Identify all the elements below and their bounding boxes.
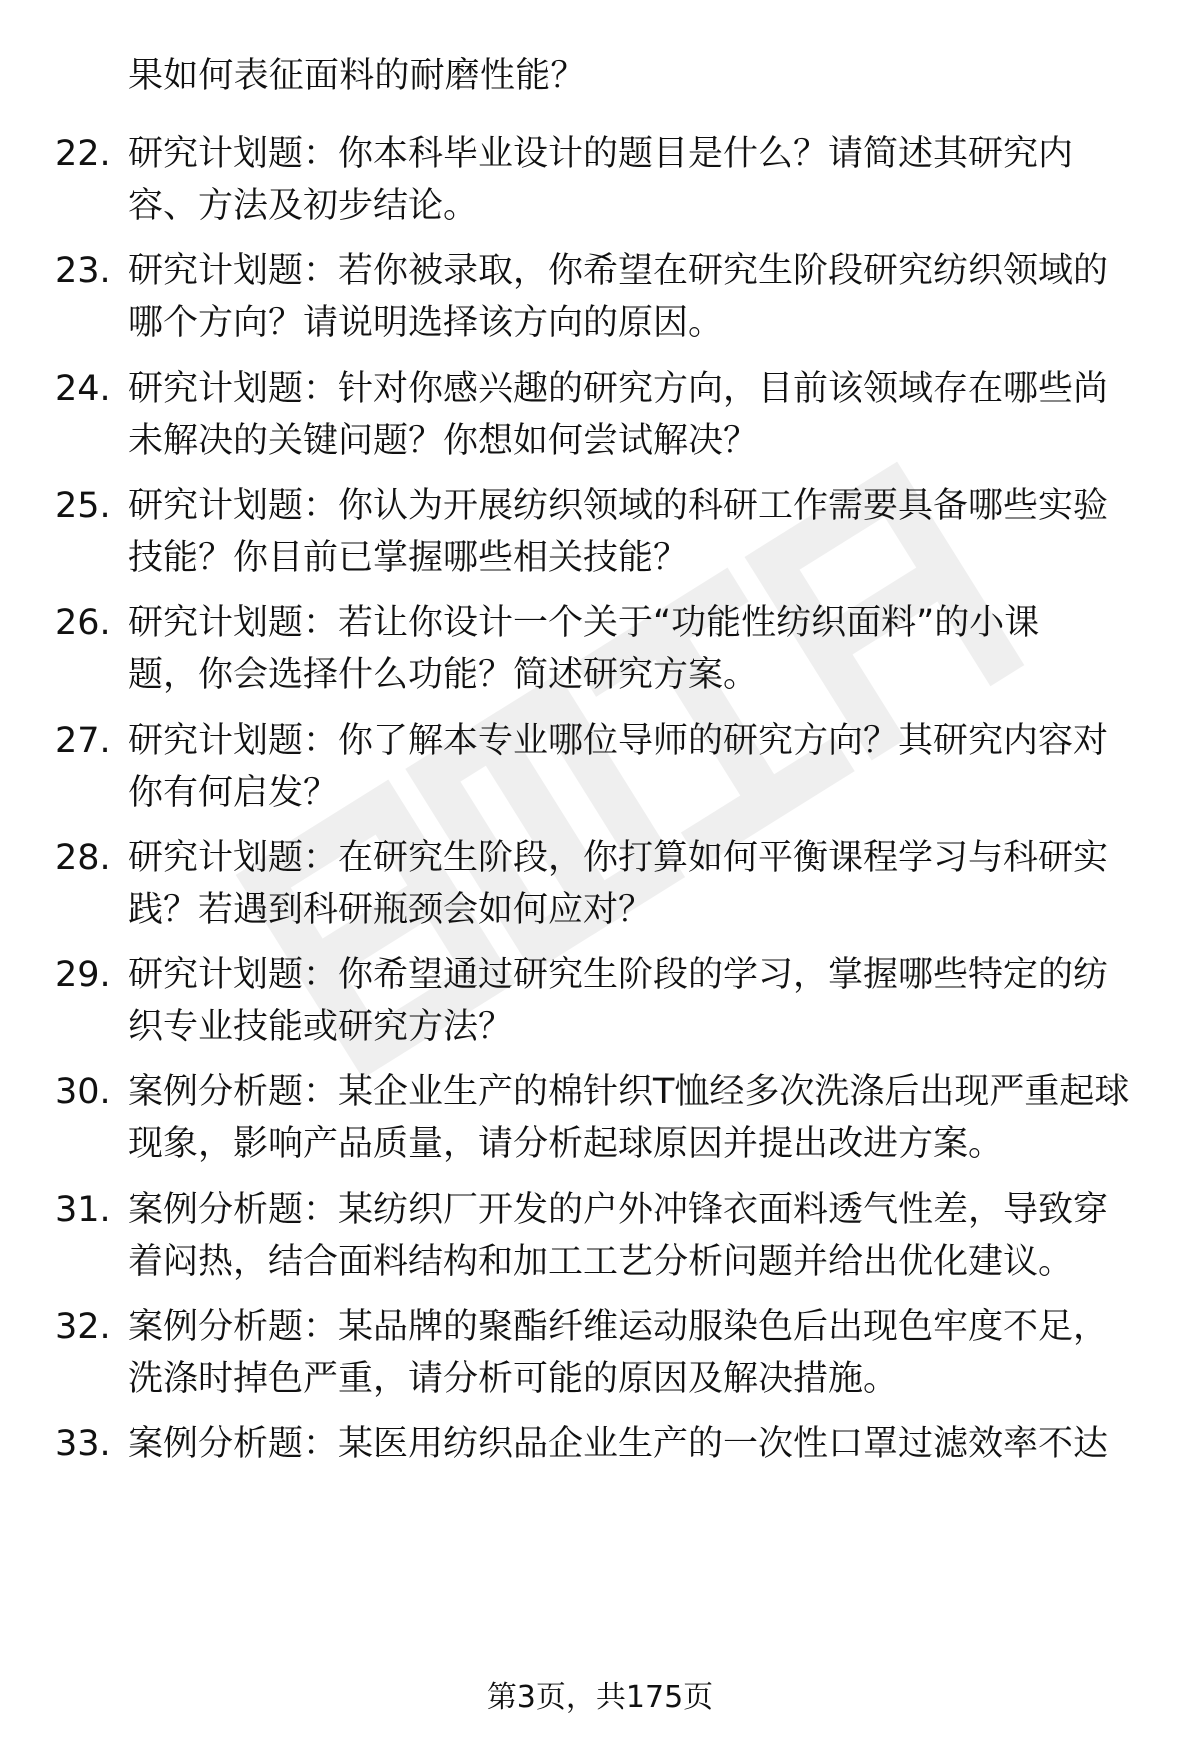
question-text-line2: 未解决的关键问题？你想如何尝试解决？	[128, 421, 759, 461]
question-text-line1: 研究计划题：针对你感兴趣的研究方向，目前该领域存在哪些尚	[128, 369, 1109, 409]
question-number: 25.	[55, 486, 111, 526]
question-text-line1: 研究计划题：你希望通过研究生阶段的学习，掌握哪些特定的纺	[128, 955, 1109, 995]
question-item	[0, 1190, 1200, 1300]
question-text-line1: 研究计划题：你了解本专业哪位导师的研究方向？其研究内容对	[128, 721, 1109, 761]
question-number: 29.	[55, 955, 111, 995]
question-number: 33.	[55, 1424, 111, 1464]
question-number: 31.	[55, 1190, 111, 1230]
question-item	[0, 486, 1200, 596]
question-text-line2: 洗涤时掉色严重，请分析可能的原因及解决措施。	[128, 1359, 899, 1399]
question-text-line1: 研究计划题：若你被录取，你希望在研究生阶段研究纺织领域的	[128, 251, 1109, 291]
question-number: 24.	[55, 369, 111, 409]
question-item	[0, 955, 1200, 1065]
question-text-line1: 研究计划题：你认为开展纺织领域的科研工作需要具备哪些实验	[128, 486, 1109, 526]
question-text-line2: 织专业技能或研究方法？	[128, 1007, 514, 1047]
question-item	[0, 251, 1200, 361]
question-item	[0, 134, 1200, 244]
question-item	[0, 603, 1200, 713]
question-number: 32.	[55, 1307, 111, 1347]
question-text-line1: 案例分析题：某纺织厂开发的户外冲锋衣面料透气性差，导致穿	[128, 1190, 1109, 1230]
continuation-text: 果如何表征面料的耐磨性能？	[128, 56, 586, 96]
question-text-line1: 案例分析题：某企业生产的棉针织T恤经多次洗涤后出现严重起球	[128, 1072, 1130, 1112]
question-item	[0, 1424, 1200, 1534]
question-item	[0, 721, 1200, 831]
question-text-line2: 着闷热，结合面料结构和加工工艺分析问题并给出优化建议。	[128, 1242, 1074, 1282]
question-text-line1: 案例分析题：某品牌的聚酯纤维运动服染色后出现色牢度不足，	[128, 1307, 1109, 1347]
question-text-line2: 哪个方向？请说明选择该方向的原因。	[128, 303, 724, 343]
question-text-line2: 你有何启发？	[128, 773, 339, 813]
question-text-line2: 现象，影响产品质量，请分析起球原因并提出改进方案。	[128, 1124, 1004, 1164]
question-item	[0, 838, 1200, 948]
question-text-line2: 题，你会选择什么功能？简述研究方案。	[128, 655, 759, 695]
question-text-line1: 研究计划题：在研究生阶段，你打算如何平衡课程学习与科研实	[128, 838, 1109, 878]
question-number: 27.	[55, 721, 111, 761]
page-number: 第3页，共175页	[486, 1680, 714, 1715]
question-text-line2: 践？若遇到科研瓶颈会如何应对？	[128, 890, 654, 930]
question-number: 23.	[55, 251, 111, 291]
question-item	[0, 1307, 1200, 1417]
question-text-line2: 技能？你目前已掌握哪些相关技能？	[128, 538, 689, 578]
question-number: 28.	[55, 838, 111, 878]
question-text-line1: 研究计划题：若让你设计一个关于“功能性纺织面料”的小课	[128, 603, 1040, 643]
question-item	[0, 1072, 1200, 1182]
question-number: 30.	[55, 1072, 111, 1112]
question-text-line1: 研究计划题：你本科毕业设计的题目是什么？请简述其研究内	[128, 134, 1074, 174]
question-item	[0, 369, 1200, 479]
question-number: 22.	[55, 134, 111, 174]
question-number: 26.	[55, 603, 111, 643]
question-text-line1: 案例分析题：某医用纺织品企业生产的一次性口罩过滤效率不达	[128, 1424, 1109, 1464]
question-text-line2: 容、方法及初步结论。	[128, 186, 479, 226]
